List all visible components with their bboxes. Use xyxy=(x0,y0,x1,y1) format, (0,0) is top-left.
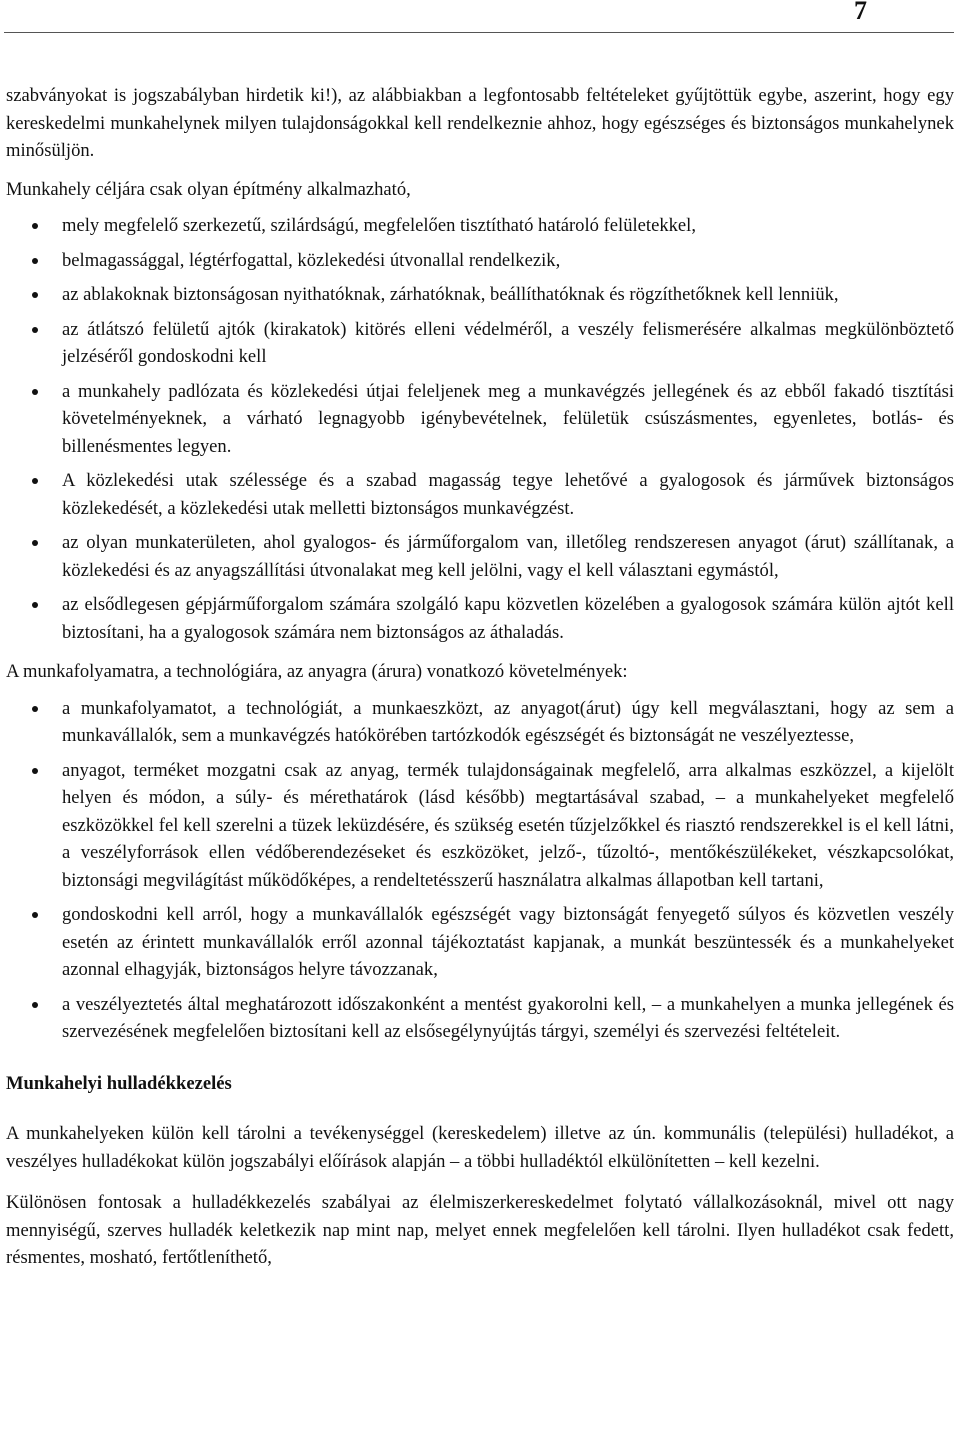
list-item: gondoskodni kell arról, hogy a munkavállalók egészségét vagy biztonságát fenyegető súlyos és közvetlen veszély esetén az érintett munkavállalók erről azonnal tájékoztatást kapjanak, a munkát beszüntessék és a munkahelyeket azonnal elhagyják, biztonságos helyre távozzanak, xyxy=(6,901,954,984)
list-item: a munkafolyamatot, a technológiát, a munkaeszközt, az anyagot(árut) úgy kell megválasztani, hogy az sem a munkavállalók, sem a munkavégzés hatókörében tartózkodók egészségét és biztonságát ne veszélyeztesse, xyxy=(6,695,954,750)
section2-list xyxy=(6,695,954,1046)
intro-paragraph: szabványokat is jogszabályban hirdetik ki!), az alábbiakban a legfontosabb feltételeket gyűjtöttük egybe, aszerint, hogy egy kereskedelmi munkahelynek milyen tulajdonságokkal kell rendelkeznie ahhoz, hogy egészséges és biztonságos munkahelynek minősüljön. xyxy=(6,85,954,161)
page-body xyxy=(6,82,954,1272)
list-item: belmagassággal, légtérfogattal, közlekedési útvonallal rendelkezik, xyxy=(6,247,954,275)
section1-lead: Munkahely céljára csak olyan építmény alkalmazható, xyxy=(6,178,411,200)
header-rule xyxy=(4,32,954,33)
list-item: a munkahely padlózata és közlekedési útjai feleljenek meg a munkavégzés jellegének és az ebből fakadó tisztítási követelményeknek, a várható legnagyobb igénybevételnek, felületük csúszásmentes, egyenletes, botlás- és billenésmentes legyen. xyxy=(6,378,954,461)
section-heading: Munkahelyi hulladékkezelés xyxy=(6,1072,232,1094)
list-item: a veszélyeztetés által meghatározott időszakonként a mentést gyakorolni kell, – a munkahelyen a munka jellegének és szervezésének megfelelően biztosítani kell az elsősegélynyújtás tárgyi, személyi és szervezési feltételeit. xyxy=(6,991,954,1046)
section2-lead: A munkafolyamatra, a technológiára, az anyagra (árura) vonatkozó követelmények: xyxy=(6,661,628,682)
list-item: az olyan munkaterületen, ahol gyalogos- és járműforgalom van, illetőleg rendszeresen anyagot (árut) szállítanak, a közlekedési és az anyagszállítási útvonalakat meg kell jelölni, vagy el kell választani egymástól, xyxy=(6,529,954,584)
list-item: mely megfelelő szerkezetű, szilárdságú, megfelelően tisztítható határoló felületekkel, xyxy=(6,212,954,240)
list-item: A közlekedési utak szélessége és a szabad magasság tegye lehetővé a gyalogosok és járművek biztonságos közlekedését, a közlekedési utak melletti biztonságos munkavégzést. xyxy=(6,467,954,522)
list-item: az ablakoknak biztonságosan nyithatóknak, zárhatóknak, beállíthatóknak és rögzíthetőknek kell lenniük, xyxy=(6,281,954,309)
list-item: az elsődlegesen gépjárműforgalom számára szolgáló kapu közvetlen közelében a gyalogosok számára külön ajtót kell biztosítani, ha a gyalogosok számára nem biztonságos az áthaladás. xyxy=(6,591,954,646)
page-number: 7 xyxy=(854,0,867,25)
body-paragraph: A munkahelyeken külön kell tárolni a tevékenységgel (kereskedelem) illetve az ún. kommunális (települési) hulladékot, a veszélyes hulladékokat külön jogszabályi előírások alapján – a többi hulladéktól elkülönítetten – kell kezelni. xyxy=(6,1123,954,1172)
section1-list xyxy=(6,212,954,646)
list-item: anyagot, terméket mozgatni csak az anyag, termék tulajdonságainak megfelelő, arra alkalmas eszközzel, a kijelölt helyen és módon, a súly- és mérethatárok (lásd később) megtartásával szabad, – a munkahelyeket megfelelő eszközökkel fel kell szerelni a tüzek leküzdésére, és szükség esetén tűzjelzőkkel és riasztó rendszerekkel is el kell látni, a veszélyforrások ellen védőberendezéseket és eszközöket, jelző-, tűzoltó-, mentőkészülékeket, vészkapcsolókat, biztonsági megvilágítást működőképes, a rendeltetésszerű használatra alkalmas állapotban kell tartani, xyxy=(6,757,954,895)
body-paragraph: Különösen fontosak a hulladékkezelés szabályai az élelmiszerkereskedelmet folytató vállalkozásoknál, mivel ott nagy mennyiségű, szerves hulladék keletkezik nap mint nap, melyet ennek megfelelően kell tárolni. Ilyen hulladékot csak fedett, résmentes, mosható, fertőtleníthető, xyxy=(6,1192,954,1268)
list-item: az átlátszó felületű ajtók (kirakatok) kitörés elleni védelméről, a veszély felismerésére alkalmas megkülönböztető jelzéséről gondoskodni kell xyxy=(6,316,954,371)
